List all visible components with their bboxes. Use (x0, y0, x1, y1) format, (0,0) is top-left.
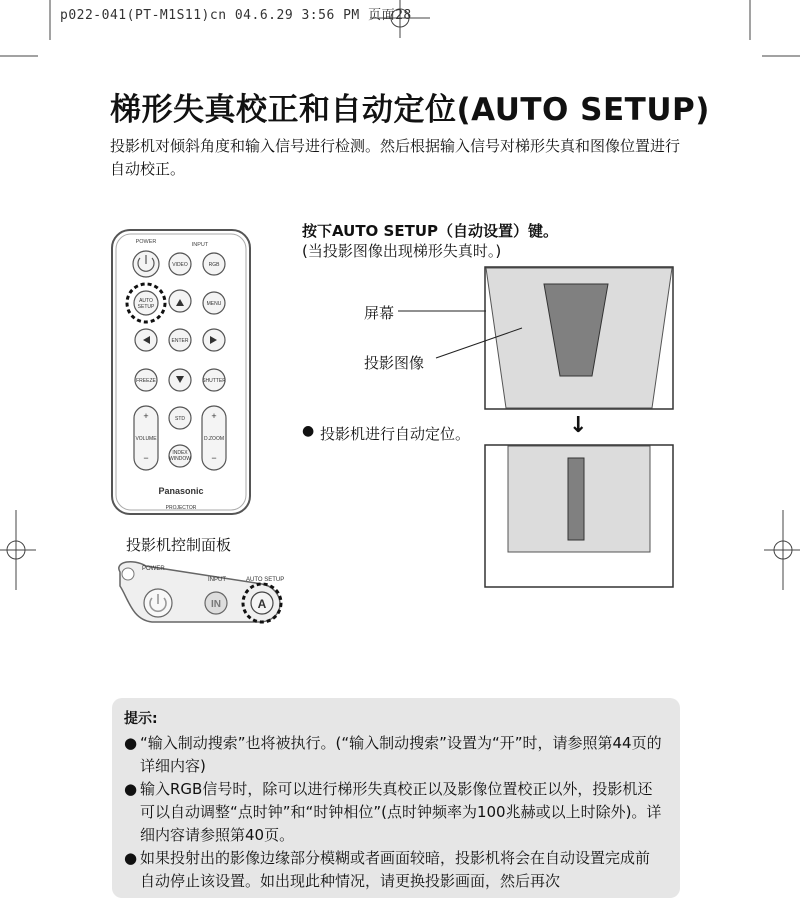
tip-item (124, 778, 664, 847)
control-panel-label: 投影机控制面板 (126, 536, 232, 554)
corrected-image (568, 458, 584, 540)
projected-image-label: 投影图像 (364, 354, 425, 372)
tip-text: 如果投射出的影像边缘部分模糊或者画面较暗，投影机将会在自动设置完成前自动停止该设置。如出现此种情况，请更换投影画面，然后再次 (140, 849, 651, 890)
remote-control-illustration (110, 228, 252, 516)
remote-projector-label: PROJECTOR (165, 505, 197, 511)
control-panel-illustration (112, 558, 292, 630)
index-key-label-2: WINDOW (169, 456, 191, 462)
tip-item (124, 732, 664, 778)
enter-key-label: ENTER (171, 338, 189, 344)
bullet-icon: ● (124, 780, 138, 798)
tip-text: 输入RGB信号时，除可以进行梯形失真校正以及影像位置校正以外，投影机还可以自动调整“点时钟”和“时钟相位”(点时钟频率为100兆赫或以上时除外)。详细内容请参照第40页。 (140, 780, 662, 844)
bullet-icon: ● (124, 849, 138, 867)
remote-power-label: POWER (135, 239, 157, 245)
panel-auto-key: A (257, 597, 267, 611)
auto-position-text: 投影机进行自动定位。 (320, 425, 471, 443)
screen-after-diagram (484, 444, 674, 588)
step-subtitle: (当投影图像出现梯形失真时。) (302, 242, 502, 260)
step-title: 按下AUTO SETUP（自动设置）键。 (302, 222, 558, 240)
dzoom-label: D.ZOOM (204, 436, 224, 442)
volume-plus-label: + (143, 411, 149, 421)
print-header: p022-041(PT-M1S11)cn 04.6.29 3:56 PM 页面28 (60, 8, 412, 23)
shutter-key-label: SHUTTER (202, 378, 226, 384)
screen-label: 屏幕 (364, 304, 395, 322)
panel-auto-setup-label: AUTO SETUP (246, 577, 285, 583)
tips-title: 提示: (124, 711, 158, 727)
menu-key-label: MENU (206, 301, 222, 307)
tip-item (124, 847, 664, 893)
auto-key-label-1: AUTO (139, 298, 153, 304)
video-key-label: VIDEO (172, 262, 188, 268)
intro-text: 投影机对倾斜角度和输入信号进行检测。然后根据输入信号对梯形失真和图像位置进行自动校正。 (110, 137, 681, 178)
panel-input-label: INPUT (208, 577, 226, 583)
down-arrow-icon: ↓ (569, 413, 588, 438)
remote-input-label: INPUT (191, 242, 209, 248)
bullet-icon: ● (302, 423, 315, 439)
brand-logo: Panasonic (158, 486, 204, 496)
dzoom-plus-label: + (211, 411, 217, 421)
volume-minus-label: − (143, 453, 149, 463)
label-leader-lines (396, 300, 526, 370)
index-key-label-1: INDEX (172, 450, 188, 456)
rgb-key-label: RGB (208, 262, 220, 268)
freeze-key-label: FREEZE (136, 378, 156, 384)
panel-power-label: POWER (142, 566, 165, 572)
bullet-icon: ● (124, 734, 138, 752)
page-title: 梯形失真校正和自动定位(AUTO SETUP) (110, 92, 710, 128)
std-key-label: STD (175, 416, 185, 422)
panel-input-key: IN (211, 599, 221, 610)
tip-text: “输入制动搜索”也将被执行。(“输入制动搜索”设置为“开”时，请参照第44页的详细内容) (140, 734, 662, 775)
dzoom-minus-label: − (211, 453, 217, 463)
volume-label: VOLUME (135, 436, 157, 442)
auto-key-label-2: SETUP (137, 304, 155, 310)
